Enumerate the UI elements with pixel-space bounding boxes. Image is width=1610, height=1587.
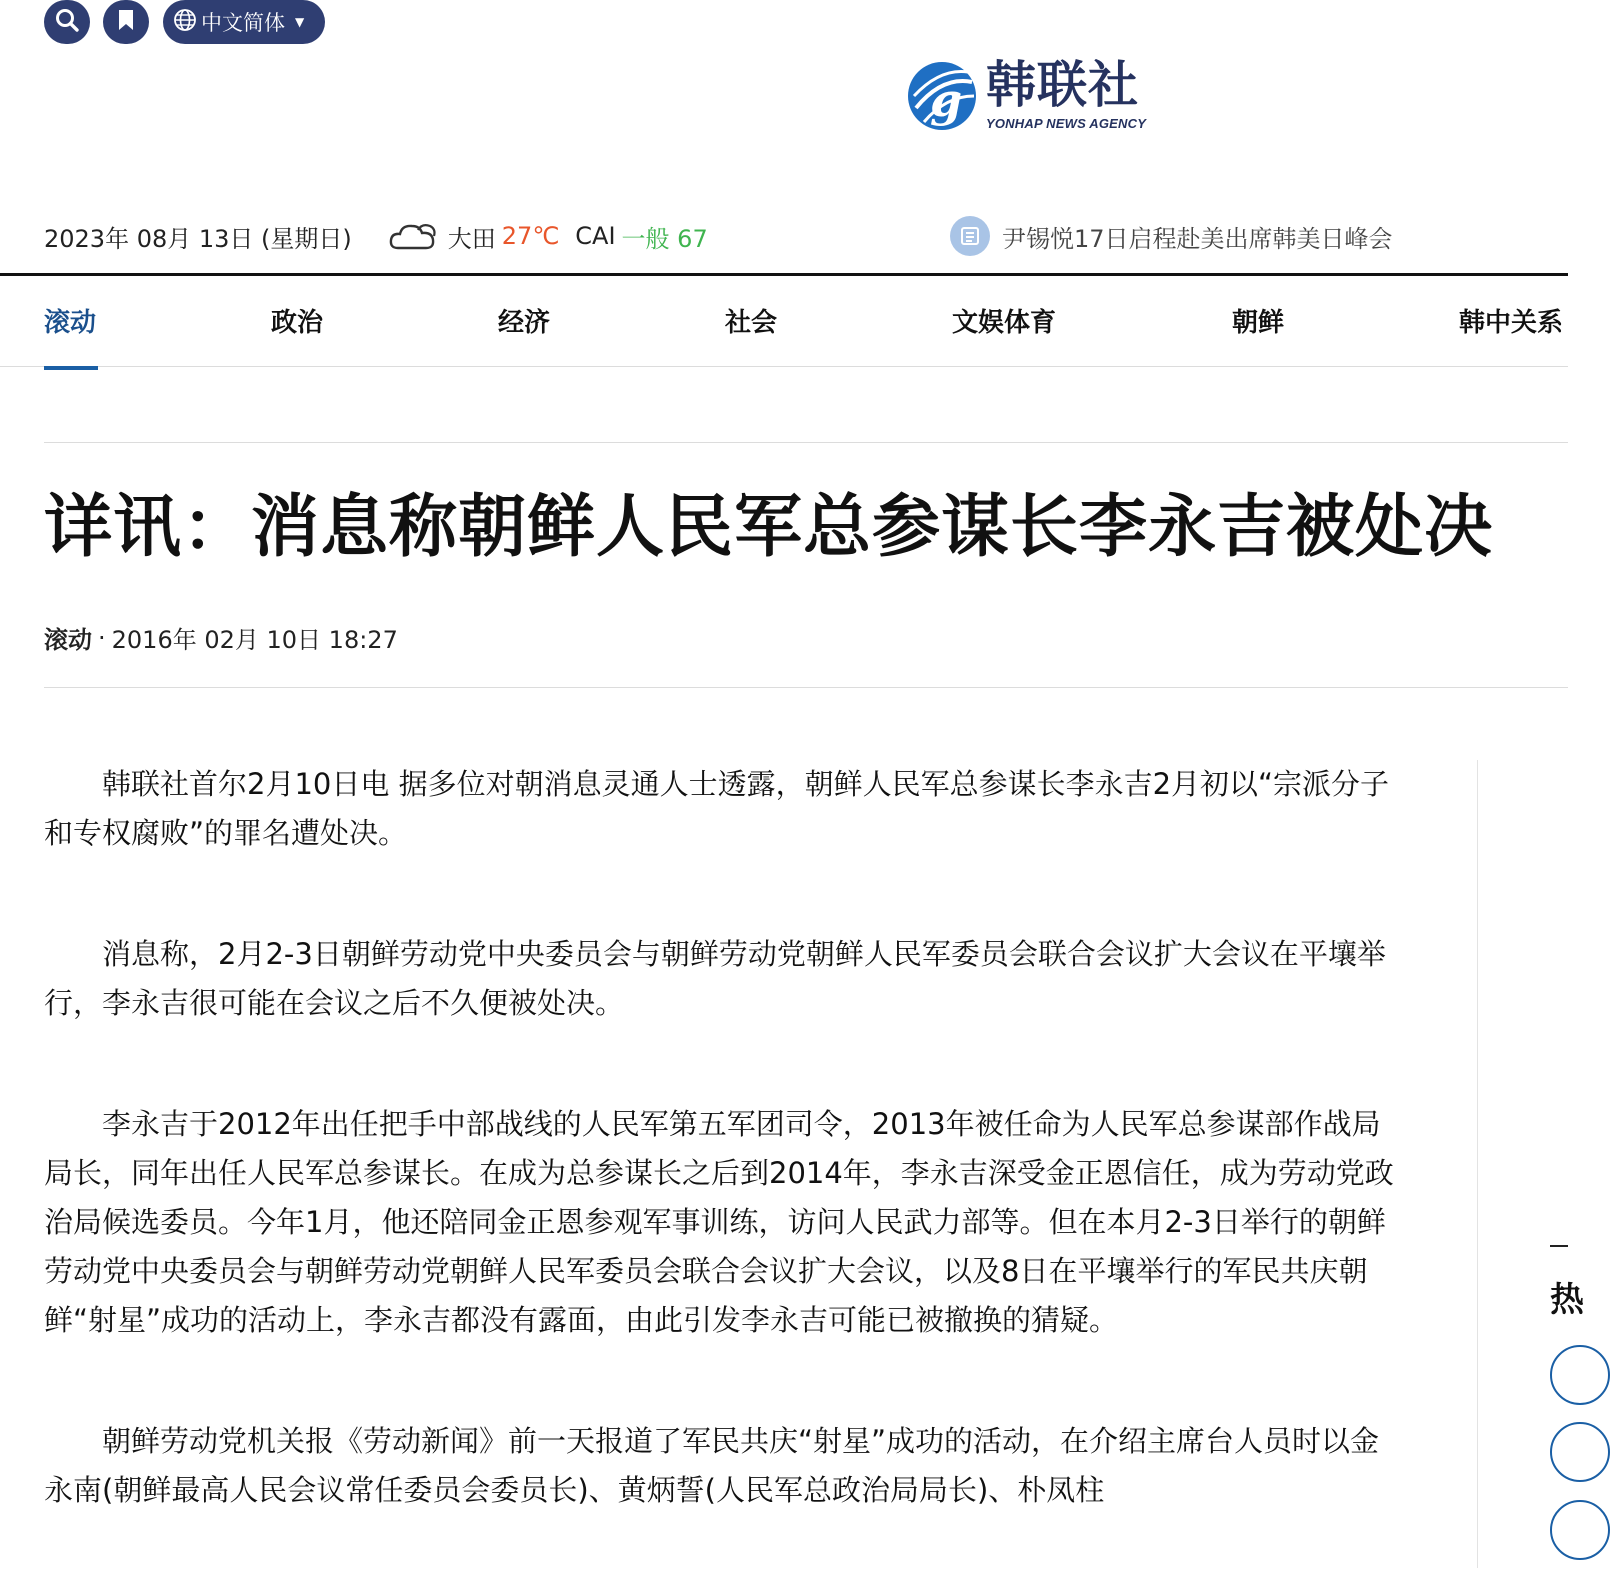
meta-separator: · (98, 623, 106, 652)
caret-down-icon: ▼ (295, 15, 305, 29)
active-tab-indicator (44, 366, 98, 370)
info-bar (44, 214, 708, 258)
current-date: 2023年 08月 13日 (星期日) (44, 224, 352, 253)
bookmark-button[interactable] (103, 0, 149, 44)
search-button[interactable] (44, 0, 90, 44)
divider (44, 442, 1568, 443)
nav-item-society[interactable]: 社会 (725, 308, 778, 338)
nav-item-politics[interactable]: 政治 (271, 308, 324, 338)
article-datetime: 2016年 02月 10日 18:27 (111, 626, 398, 654)
globe-icon (173, 8, 197, 37)
article-paragraph: 消息称，2月2-3日朝鲜劳动党中央委员会与朝鲜劳动党朝鲜人民军委员会联合会议扩大会议在平壤举行，李永吉很可能在会议之后不久便被处决。 (44, 937, 1386, 1020)
bookmark-icon (117, 9, 135, 35)
news-icon (950, 216, 990, 256)
headline-ticker[interactable] (950, 214, 1393, 258)
nav-item-culture-sports[interactable]: 文娱体育 (952, 308, 1057, 338)
cai-label: CAI (575, 222, 616, 250)
article-category[interactable]: 滚动 (44, 626, 92, 654)
nav-item-scroll[interactable]: 滚动 (44, 308, 97, 338)
logo-name-cn: 韩联社 (986, 56, 1139, 114)
language-label: 中文简体 (201, 11, 285, 35)
sidebar-divider (1477, 760, 1478, 1568)
logo-name-en: YONHAP NEWS AGENCY (986, 116, 1147, 131)
sidebar-rank-badge[interactable] (1550, 1422, 1610, 1482)
article-paragraph: 朝鲜劳动党机关报《劳动新闻》前一天报道了军民共庆“射星”成功的活动，在介绍主席台人员时以金永南(朝鲜最高人民会议常任委员会委员长)、黄炳誓(人民军总政治局局长)、朴凤柱 (44, 1424, 1380, 1507)
ticker-text[interactable]: 尹锡悦17日启程赴美出席韩美日峰会 (1002, 224, 1393, 253)
article-paragraph: 韩联社首尔2月10日电 据多位对朝消息灵通人士透露，朝鲜人民军总参谋长李永吉2月初以“宗派分子和专权腐败”的罪名遭处决。 (44, 767, 1390, 850)
site-logo[interactable] (906, 56, 1146, 140)
sidebar-rank-badge[interactable] (1550, 1500, 1610, 1560)
search-icon (54, 7, 80, 37)
article-paragraph: 李永吉于2012年出任把手中部战线的人民军第五军团司令，2013年被任命为人民军总参谋部作战局局长，同年出任人民军总参谋长。在成为总参谋长之后到2014年，李永吉深受金正恩信任，成为劳动党政治局候选委员。今年1月，他还陪同金正恩参观军事训练，访问人民武力部等。但在本月2-3日举行的朝鲜劳动党中央委员会与朝鲜劳动党朝鲜人民军委员会联合会议扩大会议，以及8日在平壤举行的军民共庆朝鲜“射星”成功的活动上，李永吉都没有露面，由此引发李永吉可能已被撤换的猜疑。 (44, 1107, 1394, 1337)
sidebar-heading: 热 (1550, 1280, 1584, 1320)
nav-item-economy[interactable]: 经济 (498, 308, 551, 338)
weather-city: 大田 (447, 224, 496, 253)
cloud-icon (388, 220, 438, 252)
yonhap-logo-icon (906, 56, 978, 140)
language-selector[interactable] (163, 0, 325, 44)
nav-item-north-korea[interactable]: 朝鲜 (1232, 308, 1285, 338)
sidebar-rank-badge[interactable] (1550, 1345, 1610, 1405)
cai-value: 一般 67 (621, 224, 708, 253)
article-meta (44, 620, 398, 655)
divider (44, 687, 1568, 688)
temperature: 27℃ (501, 222, 560, 250)
main-nav (0, 276, 1568, 367)
sidebar-heading-rule (1550, 1245, 1568, 1247)
nav-item-korea-china[interactable]: 韩中关系 (1459, 308, 1564, 338)
article-body (44, 760, 1394, 1587)
article-title: 详讯：消息称朝鲜人民军总参谋长李永吉被处决 (44, 488, 1494, 567)
svg-text:g: g (930, 73, 963, 127)
